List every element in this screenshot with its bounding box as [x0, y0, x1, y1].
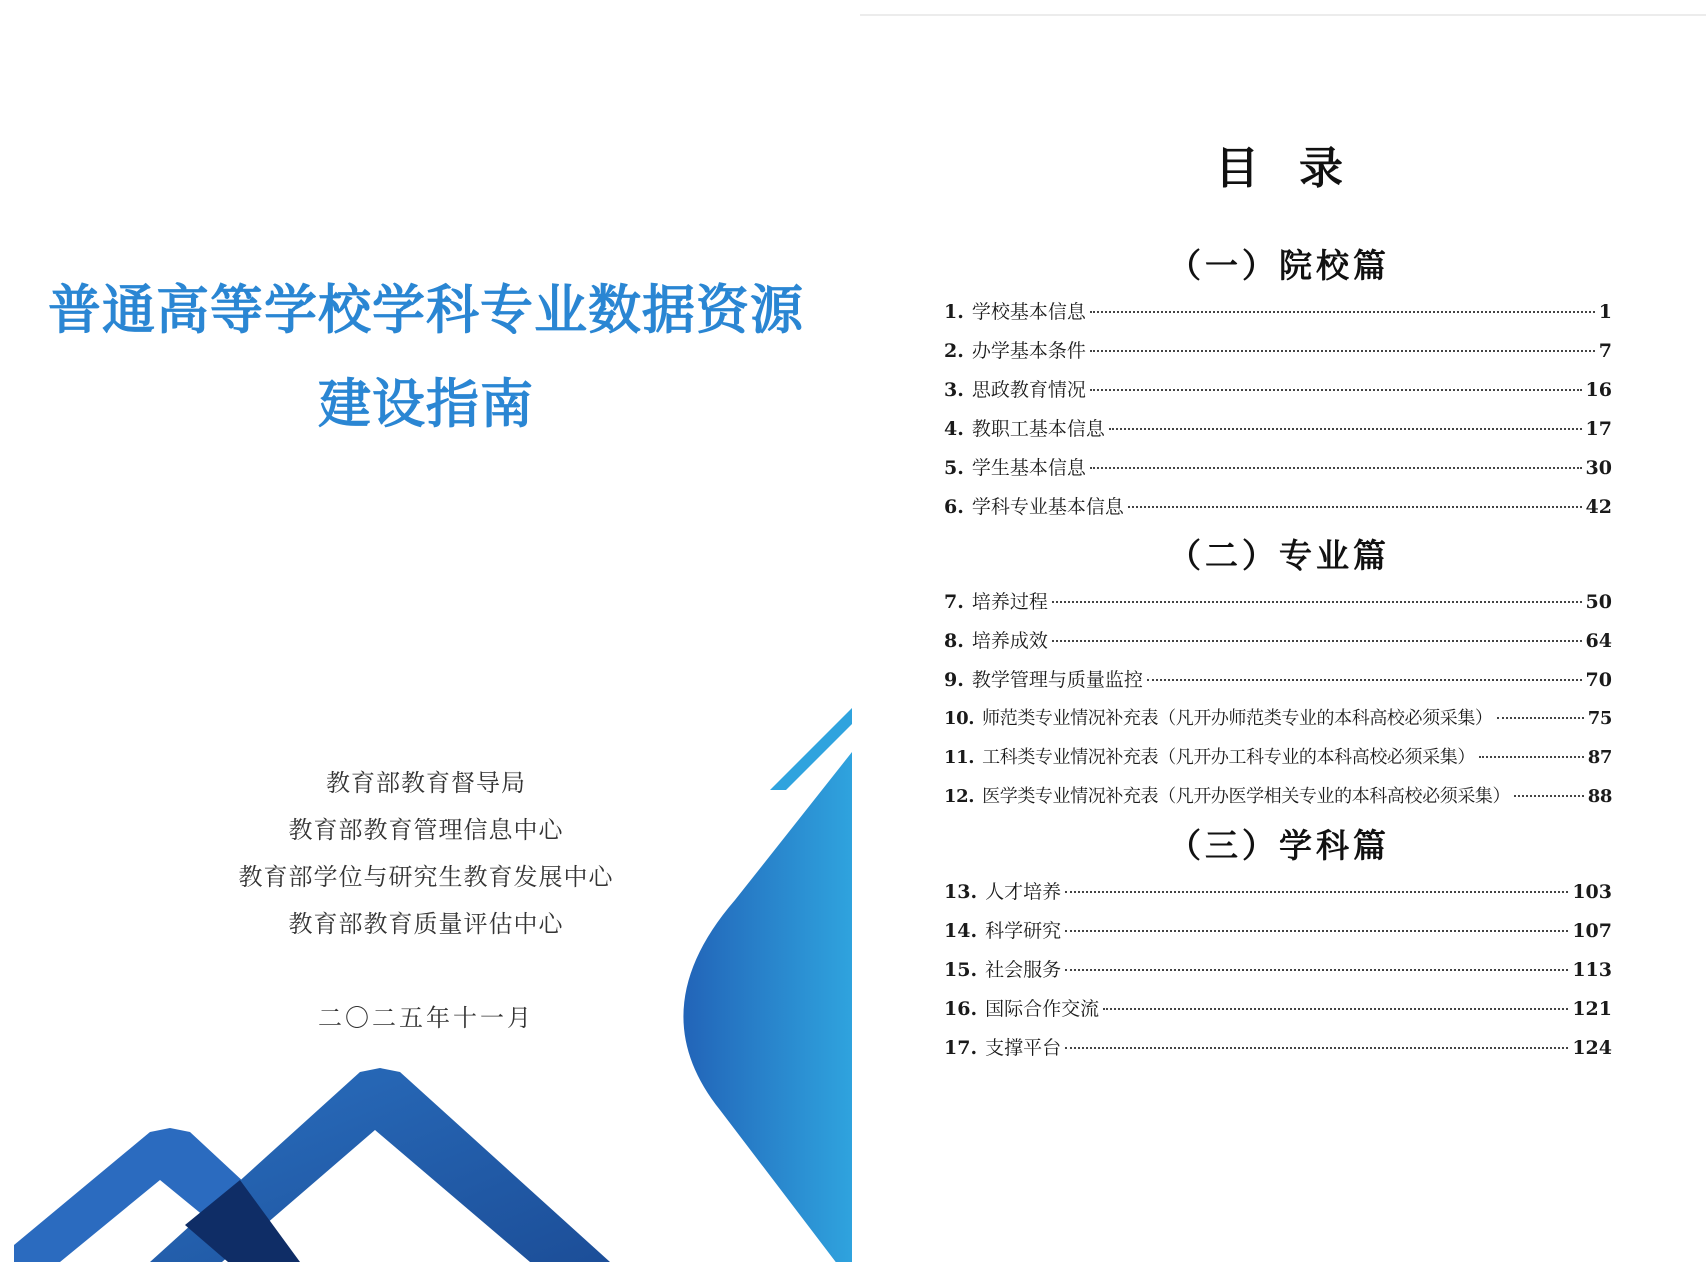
dot-leader	[1103, 1008, 1568, 1010]
toc-entry[interactable]	[944, 375, 1612, 405]
entry-page: 17	[1585, 418, 1612, 440]
dot-leader	[1479, 756, 1584, 758]
toc-entry[interactable]	[944, 453, 1612, 483]
entry-page: 75	[1587, 708, 1612, 729]
entry-label: 工科类专业情况补充表（凡开办工科专业的本科高校必须采集）	[982, 747, 1475, 768]
dot-leader	[1514, 795, 1584, 797]
toc-entry[interactable]	[944, 492, 1612, 522]
entry-number: 6.	[944, 496, 964, 518]
entry-page: 30	[1585, 457, 1612, 479]
publisher-name: 教育部教育管理信息中心	[288, 816, 564, 844]
entry-page: 103	[1572, 881, 1612, 903]
entry-label: 医学类专业情况补充表（凡开办医学相关专业的本科高校必须采集）	[982, 786, 1511, 807]
entry-number: 11.	[944, 747, 975, 768]
toc-entry[interactable]	[944, 336, 1612, 366]
entry-label: 培养成效	[971, 630, 1048, 652]
toc-entry[interactable]	[944, 916, 1612, 946]
dot-leader	[1065, 1047, 1568, 1049]
dot-leader	[1065, 969, 1568, 971]
entry-page: 64	[1585, 630, 1612, 652]
entry-number: 5.	[944, 457, 964, 479]
entry-page: 42	[1585, 496, 1612, 518]
toc-entry[interactable]	[944, 877, 1612, 907]
entry-page: 124	[1572, 1037, 1612, 1059]
dot-leader	[1065, 891, 1568, 893]
entry-number: 7.	[944, 591, 964, 613]
entry-number: 16.	[944, 998, 978, 1020]
entry-page: 7	[1598, 340, 1612, 362]
section-title-institution: （一）院校篇	[1168, 246, 1390, 285]
entry-page: 113	[1572, 959, 1612, 981]
entry-label: 学科专业基本信息	[971, 496, 1124, 518]
cover-title-line-1: 普通高等学校学科专业数据资源	[48, 280, 804, 341]
dot-leader	[1147, 679, 1582, 681]
entry-page: 121	[1572, 998, 1612, 1020]
dot-leader	[1052, 640, 1582, 642]
publisher-name: 教育部学位与研究生教育发展中心	[238, 863, 614, 891]
toc-entry[interactable]	[944, 587, 1612, 617]
entry-page: 16	[1585, 379, 1612, 401]
toc-entry[interactable]	[944, 1033, 1612, 1063]
toc-heading: 目录	[1215, 143, 1383, 194]
section-title-discipline: （三）学科篇	[1168, 826, 1390, 865]
dot-leader	[1090, 311, 1595, 313]
cover-page	[0, 0, 852, 1279]
entry-label: 培养过程	[971, 591, 1048, 613]
entry-label: 学校基本信息	[971, 301, 1086, 323]
entry-number: 3.	[944, 379, 964, 401]
cover-bottom-edge	[0, 1262, 852, 1279]
entry-label: 师范类专业情况补充表（凡开办师范类专业的本科高校必须采集）	[982, 708, 1493, 729]
toc-entry[interactable]	[944, 297, 1612, 327]
entry-number: 8.	[944, 630, 964, 652]
dot-leader	[1065, 930, 1568, 932]
dot-leader	[1128, 506, 1582, 508]
entry-number: 14.	[944, 920, 978, 942]
entry-label: 教职工基本信息	[971, 418, 1105, 440]
dot-leader	[1090, 389, 1582, 391]
entry-label: 办学基本条件	[971, 340, 1086, 362]
entry-page: 87	[1587, 747, 1612, 768]
cover-decoration	[0, 0, 852, 1279]
entry-page: 50	[1585, 591, 1612, 613]
entry-number: 12.	[944, 786, 975, 807]
entry-number: 1.	[944, 301, 964, 323]
entry-number: 10.	[944, 708, 975, 729]
toc-entry[interactable]	[944, 626, 1612, 656]
toc-entry[interactable]	[944, 782, 1612, 812]
entry-page: 88	[1587, 786, 1612, 807]
entry-number: 2.	[944, 340, 964, 362]
dot-leader	[1052, 601, 1582, 603]
publisher-name: 教育部教育督导局	[326, 769, 526, 797]
dot-leader	[1090, 350, 1595, 352]
entry-number: 4.	[944, 418, 964, 440]
entry-label: 社会服务	[985, 959, 1062, 981]
entry-number: 15.	[944, 959, 978, 981]
entry-label: 科学研究	[985, 920, 1062, 942]
entry-label: 学生基本信息	[971, 457, 1086, 479]
entry-page: 1	[1598, 301, 1612, 323]
entry-label: 教学管理与质量监控	[971, 669, 1143, 691]
cover-title-line-2: 建设指南	[318, 374, 534, 435]
toc-entry[interactable]	[944, 743, 1612, 773]
entry-number: 9.	[944, 669, 964, 691]
entry-label: 思政教育情况	[971, 379, 1086, 401]
publisher-list	[0, 760, 852, 948]
toc-entry[interactable]	[944, 414, 1612, 444]
toc-entry[interactable]	[944, 955, 1612, 985]
entry-number: 13.	[944, 881, 978, 903]
table-of-contents-page	[852, 0, 1706, 1279]
entry-page: 107	[1572, 920, 1612, 942]
section-title-major: （二）专业篇	[1168, 536, 1390, 575]
toc-entry[interactable]	[944, 994, 1612, 1024]
entry-label: 人才培养	[985, 881, 1062, 903]
entry-label: 国际合作交流	[985, 998, 1100, 1020]
entry-number: 17.	[944, 1037, 978, 1059]
publisher-name: 教育部教育质量评估中心	[288, 910, 564, 938]
dot-leader	[1109, 428, 1582, 430]
publication-date: 二〇二五年十一月	[318, 1004, 534, 1032]
toc-entry[interactable]	[944, 704, 1612, 734]
entry-page: 70	[1585, 669, 1612, 691]
toc-entry[interactable]	[944, 665, 1612, 695]
entry-label: 支撑平台	[985, 1037, 1062, 1059]
dot-leader	[1090, 467, 1582, 469]
dot-leader	[1497, 717, 1584, 719]
